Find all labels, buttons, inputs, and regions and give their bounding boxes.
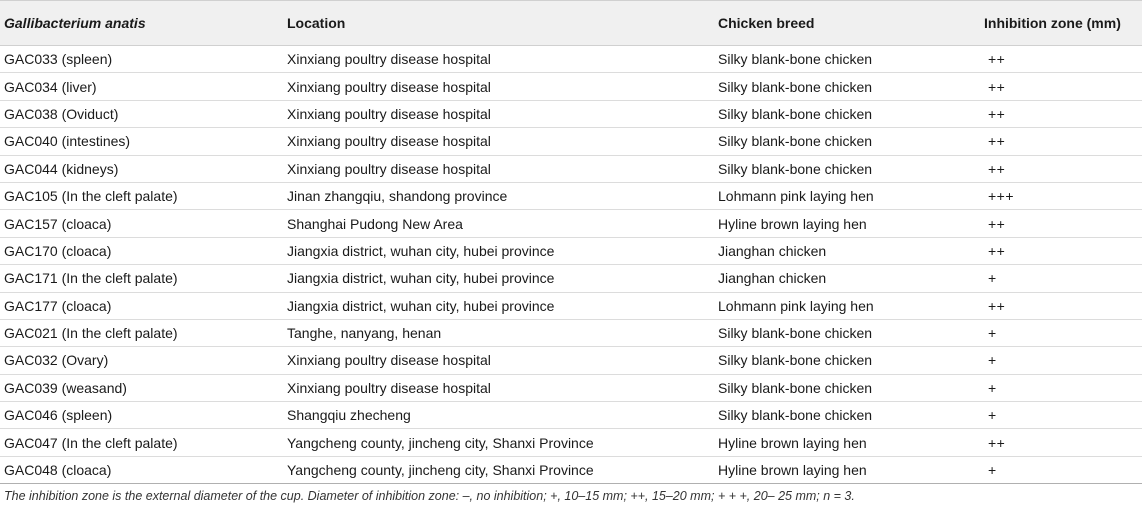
table-row <box>0 347 1142 374</box>
cell-inhibition-zone: + <box>980 265 1142 292</box>
cell-strain: GAC040 (intestines) <box>0 128 283 155</box>
table-row <box>0 210 1142 237</box>
cell-location: Xinxiang poultry disease hospital <box>283 100 714 127</box>
cell-location: Jiangxia district, wuhan city, hubei province <box>283 265 714 292</box>
cell-chicken-breed: Silky blank-bone chicken <box>714 374 980 401</box>
table-footnote: The inhibition zone is the external diameter of the cup. Diameter of inhibition zone: –, no inhibition; +, 10–15 mm; ++, 15–20 mm; + + +, 20– 25 mm; n = 3. <box>4 489 855 503</box>
cell-location: Xinxiang poultry disease hospital <box>283 73 714 100</box>
cell-inhibition-zone: ++ <box>980 128 1142 155</box>
cell-strain: GAC157 (cloaca) <box>0 210 283 237</box>
cell-strain: GAC044 (kidneys) <box>0 155 283 182</box>
table-header <box>0 1 1142 46</box>
table-row <box>0 46 1142 73</box>
cell-location: Jiangxia district, wuhan city, hubei province <box>283 237 714 264</box>
table-row <box>0 374 1142 401</box>
cell-chicken-breed: Silky blank-bone chicken <box>714 347 980 374</box>
cell-inhibition-zone: ++ <box>980 429 1142 456</box>
header-location: Location <box>283 1 714 46</box>
cell-chicken-breed: Silky blank-bone chicken <box>714 128 980 155</box>
cell-strain: GAC033 (spleen) <box>0 46 283 73</box>
cell-inhibition-zone: ++ <box>980 100 1142 127</box>
cell-location: Jiangxia district, wuhan city, hubei province <box>283 292 714 319</box>
cell-location: Xinxiang poultry disease hospital <box>283 155 714 182</box>
cell-location: Xinxiang poultry disease hospital <box>283 128 714 155</box>
header-row <box>0 1 1142 46</box>
cell-strain: GAC170 (cloaca) <box>0 237 283 264</box>
cell-chicken-breed: Hyline brown laying hen <box>714 429 980 456</box>
cell-strain: GAC046 (spleen) <box>0 402 283 429</box>
cell-location: Shanghai Pudong New Area <box>283 210 714 237</box>
cell-strain: GAC105 (In the cleft palate) <box>0 182 283 209</box>
cell-strain: GAC177 (cloaca) <box>0 292 283 319</box>
cell-strain: GAC034 (liver) <box>0 73 283 100</box>
cell-inhibition-zone: ++ <box>980 46 1142 73</box>
cell-location: Tanghe, nanyang, henan <box>283 319 714 346</box>
header-strain: Gallibacterium anatis <box>0 1 283 46</box>
cell-chicken-breed: Lohmann pink laying hen <box>714 182 980 209</box>
cell-strain: GAC039 (weasand) <box>0 374 283 401</box>
cell-inhibition-zone: + <box>980 456 1142 483</box>
cell-strain: GAC021 (In the cleft palate) <box>0 319 283 346</box>
cell-strain: GAC047 (In the cleft palate) <box>0 429 283 456</box>
cell-inhibition-zone: ++ <box>980 292 1142 319</box>
cell-inhibition-zone: + <box>980 347 1142 374</box>
cell-chicken-breed: Hyline brown laying hen <box>714 456 980 483</box>
cell-chicken-breed: Jianghan chicken <box>714 265 980 292</box>
cell-chicken-breed: Silky blank-bone chicken <box>714 319 980 346</box>
cell-location: Shangqiu zhecheng <box>283 402 714 429</box>
table-row <box>0 237 1142 264</box>
cell-location: Xinxiang poultry disease hospital <box>283 374 714 401</box>
table-row <box>0 429 1142 456</box>
table-row <box>0 456 1142 483</box>
cell-chicken-breed: Jianghan chicken <box>714 237 980 264</box>
table-row <box>0 319 1142 346</box>
cell-chicken-breed: Silky blank-bone chicken <box>714 155 980 182</box>
table-row <box>0 265 1142 292</box>
header-inhibition-zone: Inhibition zone (mm) <box>980 1 1142 46</box>
cell-inhibition-zone: + <box>980 319 1142 346</box>
cell-chicken-breed: Hyline brown laying hen <box>714 210 980 237</box>
cell-chicken-breed: Silky blank-bone chicken <box>714 73 980 100</box>
cell-chicken-breed: Silky blank-bone chicken <box>714 46 980 73</box>
cell-location: Xinxiang poultry disease hospital <box>283 46 714 73</box>
cell-strain: GAC032 (Ovary) <box>0 347 283 374</box>
header-chicken-breed: Chicken breed <box>714 1 980 46</box>
cell-strain: GAC038 (Oviduct) <box>0 100 283 127</box>
cell-inhibition-zone: +++ <box>980 182 1142 209</box>
table-body <box>0 46 1142 484</box>
cell-chicken-breed: Silky blank-bone chicken <box>714 100 980 127</box>
cell-strain: GAC048 (cloaca) <box>0 456 283 483</box>
cell-inhibition-zone: ++ <box>980 155 1142 182</box>
cell-strain: GAC171 (In the cleft palate) <box>0 265 283 292</box>
table-row <box>0 73 1142 100</box>
table-row <box>0 182 1142 209</box>
table-row <box>0 292 1142 319</box>
cell-inhibition-zone: ++ <box>980 73 1142 100</box>
table-row <box>0 155 1142 182</box>
cell-inhibition-zone: ++ <box>980 237 1142 264</box>
cell-location: Yangcheng county, jincheng city, Shanxi Province <box>283 429 714 456</box>
cell-inhibition-zone: + <box>980 374 1142 401</box>
table-row <box>0 100 1142 127</box>
cell-chicken-breed: Silky blank-bone chicken <box>714 402 980 429</box>
cell-inhibition-zone: ++ <box>980 210 1142 237</box>
cell-location: Jinan zhangqiu, shandong province <box>283 182 714 209</box>
cell-inhibition-zone: + <box>980 402 1142 429</box>
cell-chicken-breed: Lohmann pink laying hen <box>714 292 980 319</box>
cell-location: Yangcheng county, jincheng city, Shanxi Province <box>283 456 714 483</box>
table-row <box>0 402 1142 429</box>
cell-location: Xinxiang poultry disease hospital <box>283 347 714 374</box>
table-row <box>0 128 1142 155</box>
